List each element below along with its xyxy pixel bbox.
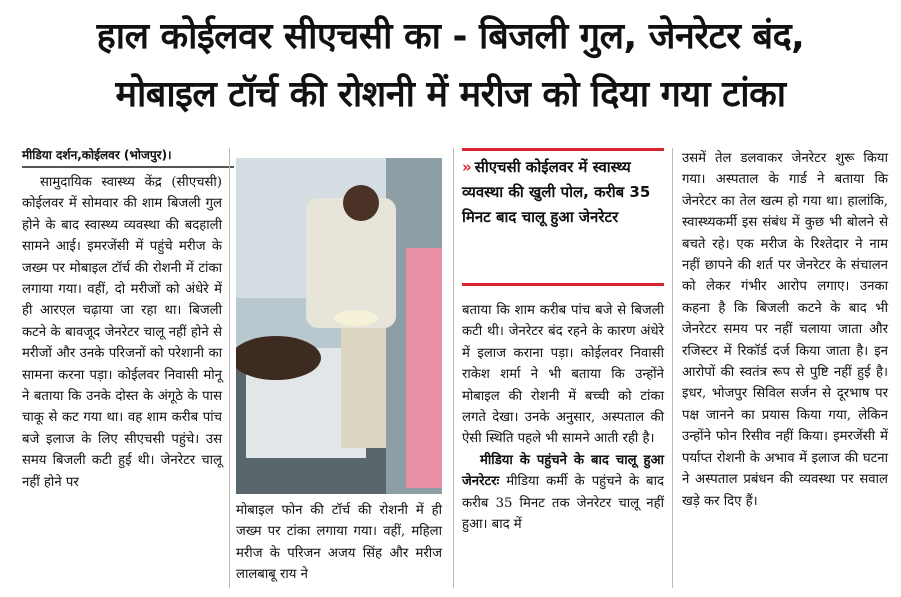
headline-line-1: हाल कोईलवर सीएचसी का - बिजली गुल, जेनरेटर बंद, xyxy=(96,16,805,57)
pull-quote xyxy=(462,148,664,286)
column-divider xyxy=(229,148,230,588)
pull-quote-marker: » xyxy=(462,158,472,176)
photo-caption: मोबाइल फोन की टॉर्च की रोशनी में ही जख्म पर टांका लगाया गया। वहीं, महिला मरीज के परिजन अजय सिंह और मरीज लालबाबू राय ने xyxy=(236,503,442,583)
column-divider xyxy=(453,148,454,588)
article-paragraph: मीडिया कर्मी के पहुंचने के बाद करीब 35 मिनट तक जेनरेटर चालू नहीं हुआ। बाद में xyxy=(462,474,664,533)
hospital-photo-illustration xyxy=(236,158,442,494)
byline: मीडिया दर्शन,कोईलवर (भोजपुर)। xyxy=(22,146,234,168)
headline xyxy=(0,8,901,124)
article-column-1 xyxy=(22,172,222,493)
subheading: मीडिया के पहुंचने के बाद चालू हुआ जेनरेटरः xyxy=(462,452,664,490)
headline-line-2: मोबाइल टॉर्च की रोशनी में मरीज को दिया गया टांका xyxy=(115,74,786,115)
article-column-3 xyxy=(462,300,664,535)
news-photo xyxy=(236,158,442,494)
article-paragraph: सामुदायिक स्वास्थ्य केंद्र (सीएचसी) कोईलवर में सोमवार की शाम बिजली गुल होने के बाद स्वास्थ्य व्यवस्था की बदहाली सामने आई। इमरजेंसी में पहुंचे मरीज के जख्म पर मोबाइल टॉर्च की रोशनी में टांका लगाया गया। वहीं, दो मरीजों को अंधेरे में ही आरएल चढ़ाया जा रहा था। बिजली कटने के बावजूद जेनरेटर चालू नहीं होने से मरीजों और उनके परिजनों को परेशानी का सामना करना पड़ा। कोईलवर निवासी मोनू ने बताया कि उनके दोस्त के अंगूठे के पास चाकू से कट गया था। वह शाम करीब पांच बजे इलाज के लिए सीएचसी पहुंचे। उस समय बिजली कटी हुई थी। जेनरेटर चालू नहीं होने पर xyxy=(22,175,222,490)
article-paragraph: बताया कि शाम करीब पांच बजे से बिजली कटी थी। जेनरेटर बंद रहने के कारण अंधेरे में इलाज कराना पड़ा। कोईलवर निवासी राकेश शर्मा ने भी बताया कि उन्होंने मोबाइल की रोशनी में बच्ची को टांका लगते देखा। उनके अनुसार, अस्पताल की ऐसी स्थिति पहले भी सामने आती रही है। xyxy=(462,303,664,447)
column-divider xyxy=(672,148,673,588)
article-column-4 xyxy=(682,148,888,512)
article-paragraph: उसमें तेल डलवाकर जेनरेटर शुरू किया गया। अस्पताल के गार्ड ने बताया कि जेनरेटर का तेल खत्म हो गया था। हालांकि, स्वास्थ्यकर्मी इस संबंध में कुछ भी बोलने से बचते रहे। एक मरीज के रिश्तेदार ने नाम नहीं छापने की शर्त पर जेनरेटर के संचालन को लेकर गंभीर आरोप लगाए। उनका कहना है कि बिजली कटने के बाद भी जेनरेटर समय पर नहीं चलाया जाता और रजिस्टर में रिकॉर्ड दर्ज किया जाता है। इन आरोपों की स्वतंत्र रूप से पुष्टि नहीं हुई है। इधर, भोजपुर सिविल सर्जन से दूरभाष पर पक्ष जानने का प्रयास किया गया, लेकिन उन्होंने फोन रिसीव नहीं किया। इमरजेंसी में पर्याप्त रोशनी के अभाव में इलाज की घटना ने अस्पताल प्रबंधन की व्यवस्था पर सवाल खड़े कर दिए हैं। xyxy=(682,151,888,509)
pull-quote-text: सीएचसी कोईलवर में स्वास्थ्य व्यवस्था की खुली पोल, करीब 35 मिनट बाद चालू हुआ जेनरेटर xyxy=(462,158,651,226)
